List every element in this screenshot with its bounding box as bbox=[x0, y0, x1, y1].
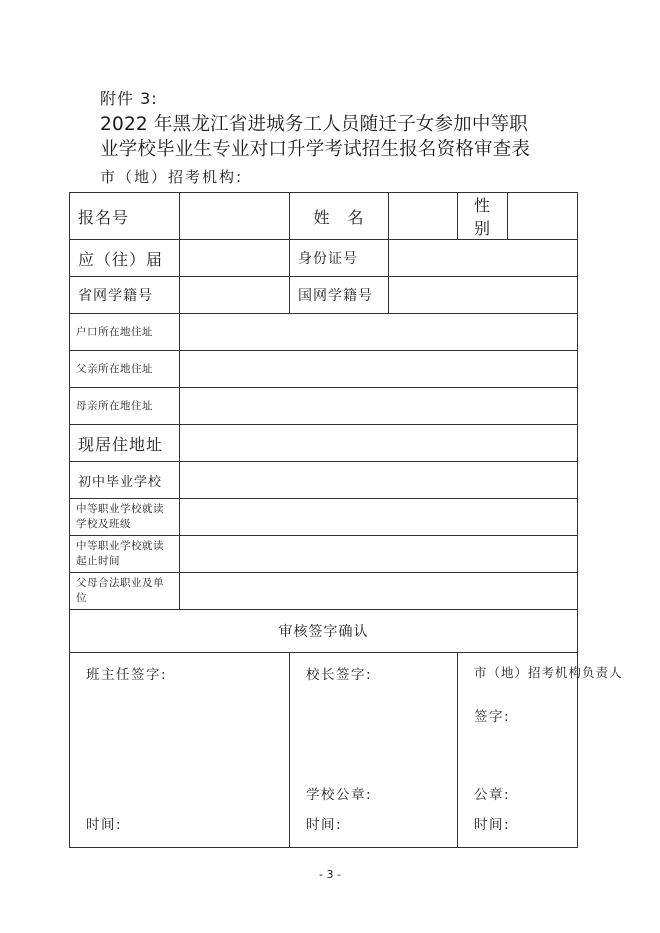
mother-addr-label: 母亲所在地住址 bbox=[70, 388, 180, 425]
principal-sign-cell[interactable] bbox=[290, 653, 458, 848]
grad-type-field[interactable] bbox=[180, 240, 290, 277]
gender-label: 性别 bbox=[458, 193, 508, 240]
father-addr-label: 父亲所在地住址 bbox=[70, 351, 180, 388]
id-no-field[interactable] bbox=[389, 240, 578, 277]
review-title: 审核签字确认 bbox=[70, 610, 578, 653]
agency-head-label: 市（地）招考机构负责人 bbox=[474, 665, 623, 680]
reg-no-field[interactable] bbox=[180, 193, 290, 240]
agency-label: 市（地）招考机构: bbox=[100, 168, 244, 186]
parents-job-field[interactable] bbox=[180, 573, 578, 610]
agency-sign-cell[interactable] bbox=[458, 653, 623, 848]
principal-sign-label: 校长签字: bbox=[306, 667, 373, 683]
father-addr-field[interactable] bbox=[180, 351, 578, 388]
name-label: 姓 名 bbox=[290, 193, 389, 240]
name-field[interactable] bbox=[389, 193, 458, 240]
voc-school-class-field[interactable] bbox=[180, 499, 578, 536]
mother-addr-field[interactable] bbox=[180, 388, 578, 425]
teacher-sign-cell[interactable] bbox=[70, 653, 290, 848]
hukou-addr-field[interactable] bbox=[180, 314, 578, 351]
nat-student-no-label: 国网学籍号 bbox=[290, 277, 389, 314]
teacher-sign-label: 班主任签字: bbox=[86, 667, 168, 683]
gender-field[interactable] bbox=[508, 193, 578, 240]
parents-job-label: 父母合法职业及单位 bbox=[70, 573, 180, 610]
junior-school-label: 初中毕业学校 bbox=[70, 462, 180, 499]
id-no-label: 身份证号 bbox=[290, 240, 389, 277]
reg-no-label: 报名号 bbox=[70, 193, 180, 240]
agency-sign-label: 签字: bbox=[474, 709, 511, 725]
voc-school-class-label: 中等职业学校就读学校及班级 bbox=[70, 499, 180, 536]
attachment-label: 附件 3: bbox=[100, 89, 158, 108]
nat-student-no-field[interactable] bbox=[389, 277, 578, 314]
voc-period-field[interactable] bbox=[180, 536, 578, 573]
title-line-2: 业学校毕业生专业对口升学考试招生报名资格审查表 bbox=[100, 139, 531, 160]
grad-type-label: 应（往）届 bbox=[70, 240, 180, 277]
principal-time-label: 时间: bbox=[306, 817, 343, 833]
junior-school-field[interactable] bbox=[180, 462, 578, 499]
current-addr-field[interactable] bbox=[180, 425, 578, 462]
teacher-time-label: 时间: bbox=[86, 817, 123, 833]
agency-seal-label: 公章: bbox=[474, 787, 511, 803]
document-title bbox=[100, 112, 580, 162]
current-addr-label: 现居住地址 bbox=[70, 425, 180, 462]
prov-student-no-field[interactable] bbox=[180, 277, 290, 314]
agency-time-label: 时间: bbox=[474, 817, 511, 833]
school-seal-label: 学校公章: bbox=[306, 787, 373, 803]
prov-student-no-label: 省网学籍号 bbox=[70, 277, 180, 314]
page-number: - 3 - bbox=[319, 868, 341, 881]
hukou-addr-label: 户口所在地住址 bbox=[70, 314, 180, 351]
voc-period-label: 中等职业学校就读起止时间 bbox=[70, 536, 180, 573]
title-line-1: 2022 年黑龙江省进城务工人员随迁子女参加中等职 bbox=[100, 114, 528, 135]
qualification-form bbox=[69, 192, 623, 848]
